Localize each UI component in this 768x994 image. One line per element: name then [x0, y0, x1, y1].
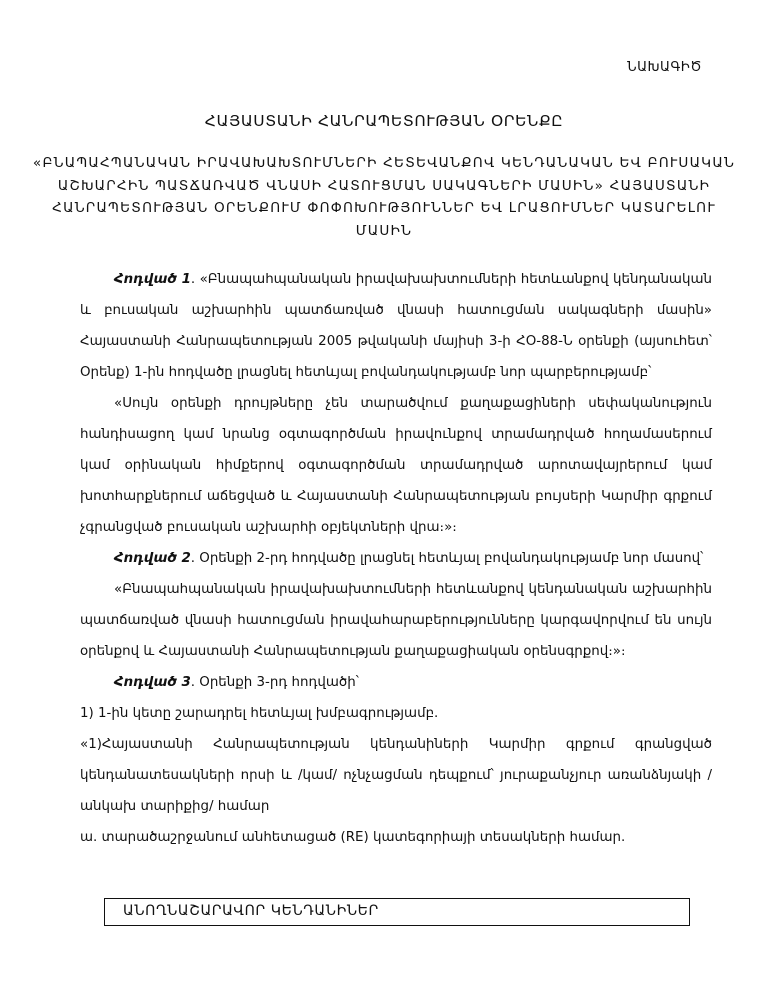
draft-label: ՆԱԽԱԳԻԾ — [627, 60, 702, 75]
article-1-quote: «Սույն օրենքի դրույթները չեն տարածվում քաղաքացիների սեփականություն հանդիսացող կամ նրանց օգտագործման իրավունքով տրամադրված հողամասերում կամ օրինական հիմքերով օգտագործման տրամադրված արոտավայրերում կամ խոտհարքներում աճեցված և Հայաստանի Հանրապետության բույսերի Կարմիր գրքում չգրանցված բուսական աշխարհի օբյեկտների վրա։»։ — [80, 396, 712, 535]
law-title: ՀԱՅԱՍՏԱՆԻ ՀԱՆՐԱՊԵՏՈՒԹՅԱՆ ՕՐԵՆՔԸ — [204, 112, 564, 130]
article-3-sub-a: ա. տարածաշրջանում անհետացած (RE) կատեգորիայի տեսակների համար. — [80, 830, 626, 845]
article-2 — [80, 543, 712, 574]
article-2-quote: «Բնապահպանական իրավախախտումների հետևանքով կենդանական աշխարհին պատճառված վնասի հատուցման իրավահարաբերությունները կարգավորվում են սույն օրենքով և Հայաստանի Հանրապետության քաղաքացիական օրենսգրքով։»։ — [80, 582, 712, 659]
article-1-text: . «Բնապահպանական իրավախախտումների հետևանքով կենդանական և բուսական աշխարհին պատճառված վնասի հատուցման սակագների մասին» Հայաստանի Հանրապետության 2005 թվականի մայիսի 3-ի ՀՕ-88-Ն օրենքի (այսուհետ՝ Օրենք) 1-ին հոդվածը լրացնել հետևյալ բովանդակությամբ նոր պարբերությամբ՝ — [80, 272, 712, 380]
article-3-text: . Օրենքի 3-րդ հոդվածի՝ — [190, 675, 359, 690]
boxed-heading: ԱՆՈՂՆԱՇԱՐԱՎՈՐ ԿԵՆԴԱՆԻՆԵՐ — [104, 898, 690, 926]
document-body — [80, 264, 712, 853]
article-1 — [80, 264, 712, 388]
article-3 — [80, 667, 712, 698]
law-subtitle: «ԲՆԱՊԱՀՊԱՆԱԿԱՆ ԻՐԱՎԱԽԱԽՏՈՒՄՆԵՐԻ ՀԵՏԵՎԱՆՔՈՎ ԿԵՆԴԱՆԱԿԱՆ ԵՎ ԲՈՒՍԱԿԱՆ ԱՇԽԱՐՀԻՆ ՊԱՏՃԱՌՎԱԾ ՎՆԱՍԻ ՀԱՏՈՒՑՄԱՆ ՍԱԿԱԳՆԵՐԻ ՄԱՍԻՆ» ՀԱՅԱՍՏԱՆԻ ՀԱՆՐԱՊԵՏՈՒԹՅԱՆ ՕՐԵՆՔՈՒՄ ՓՈՓՈԽՈՒԹՅՈՒՆՆԵՐ ԵՎ ԼՐԱՑՈՒՄՆԵՐ ԿԱՏԱՐԵԼՈՒ ՄԱՍԻՆ — [32, 155, 736, 239]
article-3-item-1: 1) 1-ին կետը շարադրել հետևյալ խմբագրությամբ. — [80, 706, 439, 721]
article-2-text: . Օրենքի 2-րդ հոդվածը լրացնել հետևյալ բովանդակությամբ նոր մասով՝ — [190, 551, 704, 566]
article-3-heading: Հոդված 3 — [114, 675, 191, 690]
article-3-quote: «1)Հայաստանի Հանրապետության կենդանիների Կարմիր գրքում գրանցված կենդանատեսակների որսի և /կամ/ ոչնչացման դեպքում՝ յուրաքանչյուր առանձնյակի /անկախ տարիքից/ համար — [80, 737, 712, 814]
article-1-heading: Հոդված 1 — [114, 272, 191, 287]
article-2-heading: Հոդված 2 — [114, 551, 191, 566]
